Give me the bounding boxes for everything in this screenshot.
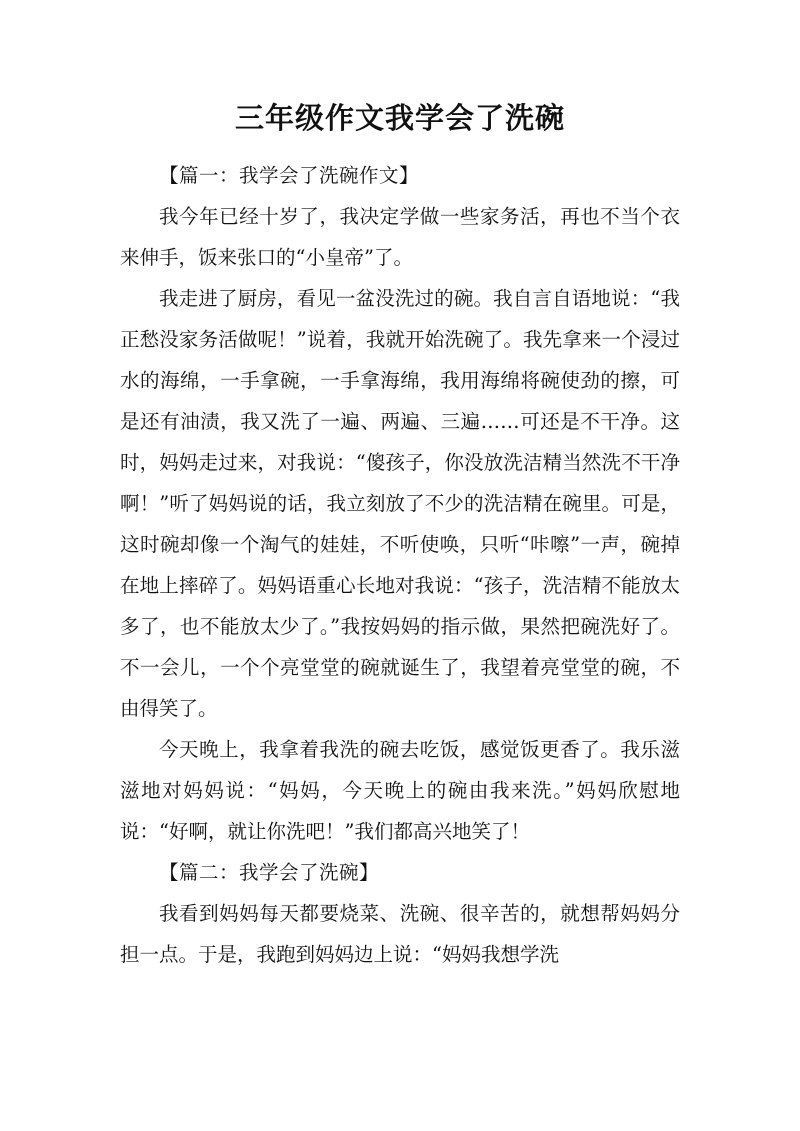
paragraph-2: 我走进了厨房，看见一盆没洗过的碗。我自言自语地说：“我正愁没家务活做呢！”说着，我就开始洗碗了。我先拿来一个浸过水的海绵，一手拿碗，一手拿海绵，我用海绵将碗使劲的擦，可是还有油渍，我又洗了一遍、两遍、三遍……可还是不干净。这时，妈妈走过来，对我说：“傻孩子，你没放洗洁精当然洗不干净啊！”听了妈妈说的话，我立刻放了不少的洗洁精在碗里。可是，这时碗却像一个淘气的娃娃，不听使唤，只听“咔嚓”一声，碗掉在地上摔碎了。妈妈语重心长地对我说：“孩子，洗洁精不能放太多了，也不能放太少了。”我按妈妈的指示做，果然把碗洗好了。不一会儿，一个个亮堂堂的碗就诞生了，我望着亮堂堂的碗，不由得笑了。	[120, 287, 680, 720]
section-heading-1: 【篇一：我学会了洗碗作文】	[159, 164, 420, 187]
document-title: 三年级作文我学会了洗碗	[234, 101, 565, 135]
paragraph-1: 我今年已经十岁了，我决定学做一些家务活，再也不当个衣来伸手，饭来张口的“小皇帝”了。	[120, 205, 680, 269]
paragraph-3: 今天晚上，我拿着我洗的碗去吃饭，感觉饭更香了。我乐滋滋地对妈妈说：“妈妈，今天晚上的碗由我来洗。”妈妈欣慰地说：“好啊，就让你洗吧！”我们都高兴地笑了！	[120, 738, 680, 843]
document-body	[120, 155, 680, 975]
section-heading-2: 【篇二：我学会了洗碗】	[159, 861, 380, 884]
paragraph-4: 我看到妈妈每天都要烧菜、洗碗、很辛苦的，就想帮妈妈分担一点。于是，我跑到妈妈边上说：“妈妈我想学洗	[120, 902, 680, 966]
